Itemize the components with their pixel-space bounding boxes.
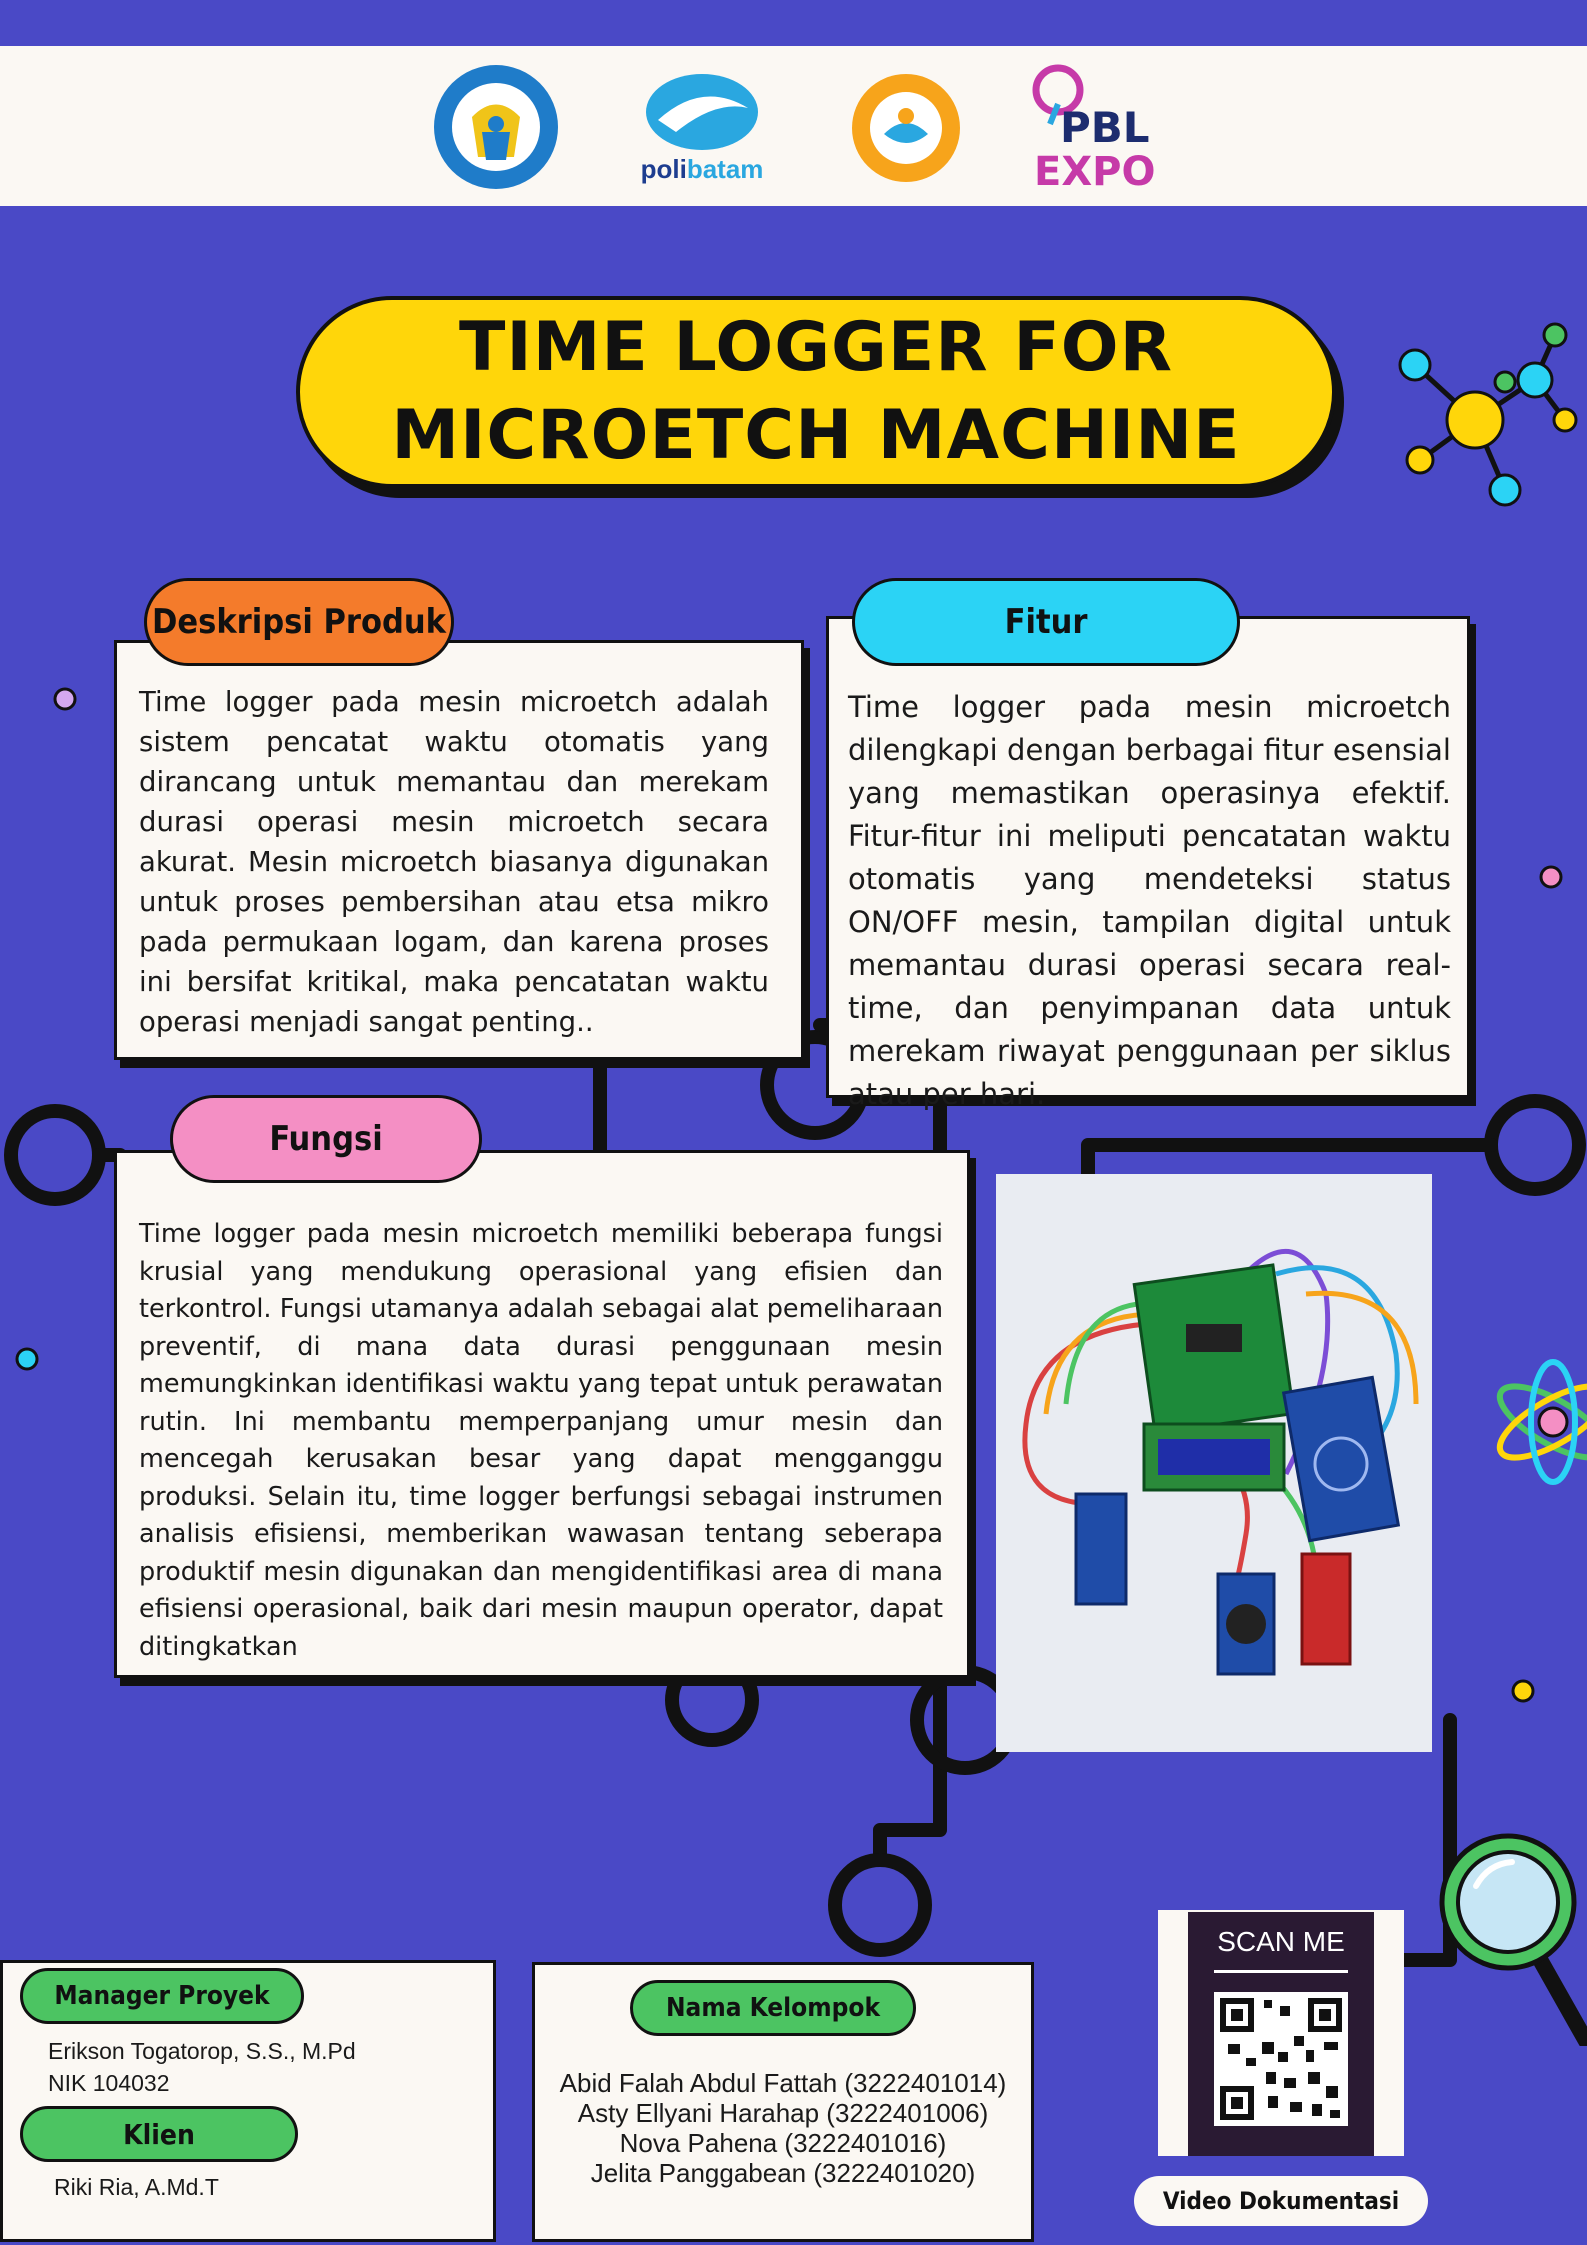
product-photo — [996, 1174, 1432, 1752]
fitur-text: Time logger pada mesin microetch dilengkapi dengan berbagai fitur esensial yang memastikan operasinya efektif. Fitur-fitur ini meliputi pencatatan waktu otomatis yang mendeteksi status ON/OFF mesin, tampilan digital untuk memantau durasi operasi secara real-time, dan penyimpanan data untuk merekam riwayat penggunaan per siklus atau per hari. — [848, 690, 1451, 1111]
deskripsi-text: Time logger pada mesin microetch adalah sistem pencatat waktu otomatis yang dirancang untuk memantau dan merekam durasi operasi mesin microetch secara akurat. Mesin microetch biasanya digunakan untuk proses pembersihan atau etsa mikro pada permukaan logam, dan karena proses ini bersifat kritikal, maka pencatatan waktu operasi menjadi sangat penting.. — [139, 686, 769, 1038]
klien-name: Riki Ria, A.Md.T — [54, 2174, 219, 2200]
dot-yellow — [1510, 1678, 1536, 1704]
pbl-text: PBL — [1060, 103, 1150, 152]
diktisaintek-logo — [850, 72, 962, 184]
pbl-expo-logo — [1030, 64, 1156, 200]
fitur-label: Fitur — [852, 578, 1240, 666]
manager-label: Manager Proyek — [20, 1968, 304, 2024]
video-dokumentasi-button[interactable]: Video Dokumentasi — [1134, 2176, 1428, 2226]
manager-name: Erikson Togatorop, S.S., M.Pd — [48, 2038, 356, 2064]
dot-lilac — [52, 686, 78, 712]
polibatam-text-1: poli — [640, 154, 687, 184]
tutwuri-logo — [432, 62, 560, 192]
kelompok-label: Nama Kelompok — [630, 1980, 916, 2036]
molecule-icon — [1380, 310, 1580, 510]
member-3: Nova Pahena (3222401016) — [619, 2128, 947, 2158]
polibatam-text-2: batam — [686, 154, 764, 184]
logo-bar — [0, 46, 1587, 206]
fungsi-label: Fungsi — [170, 1095, 482, 1183]
klien-label: Klien — [20, 2106, 298, 2162]
scan-me-label: SCAN ME — [1217, 1926, 1345, 1957]
qr-code[interactable] — [1214, 1992, 1348, 2126]
polibatam-logo — [636, 70, 768, 184]
manager-nik: NIK 104032 — [48, 2070, 170, 2096]
dot-pink — [1538, 864, 1564, 890]
member-4: Jelita Panggabean (3222401020) — [590, 2158, 976, 2188]
expo-text: EXPO — [1034, 149, 1156, 195]
title-line-1: TIME LOGGER FOR — [459, 308, 1173, 387]
deskripsi-label: Deskripsi Produk — [144, 578, 454, 666]
member-1: Abid Falah Abdul Fattah (3222401014) — [559, 2068, 1007, 2098]
title-banner — [296, 296, 1336, 488]
atom-icon — [1478, 1340, 1587, 1510]
title-line-2: MICROETCH MACHINE — [391, 396, 1241, 475]
member-2: Asty Ellyani Harahap (3222401006) — [577, 2098, 989, 2128]
magnifier-icon — [1428, 1826, 1587, 2046]
kelompok-list — [536, 2068, 1030, 2188]
dot-cyan — [14, 1346, 40, 1372]
fungsi-text: Time logger pada mesin microetch memiliki beberapa fungsi krusial yang mendukung operasional yang efisien dan terkontrol. Fungsi utamanya adalah sebagai alat pemeliharaan preventif, di mana data durasi penggunaan mesin memungkinkan identifikasi waktu yang tepat untuk perawatan rutin. Ini membantu memperpanjang umur mesin dan mencegah kerusakan besar yang dapat mengganggu produksi. Selain itu, time logger berfungsi sebagai instrumen analisis efisiensi, memberikan wawasan tentang seberapa produktif mesin digunakan dan mengidentifikasi area di mana efisiensi operasional, baik dari mesin maupun operator, dapat ditingkatkan — [139, 1219, 943, 1662]
scan-me-underline — [1214, 1970, 1348, 1973]
